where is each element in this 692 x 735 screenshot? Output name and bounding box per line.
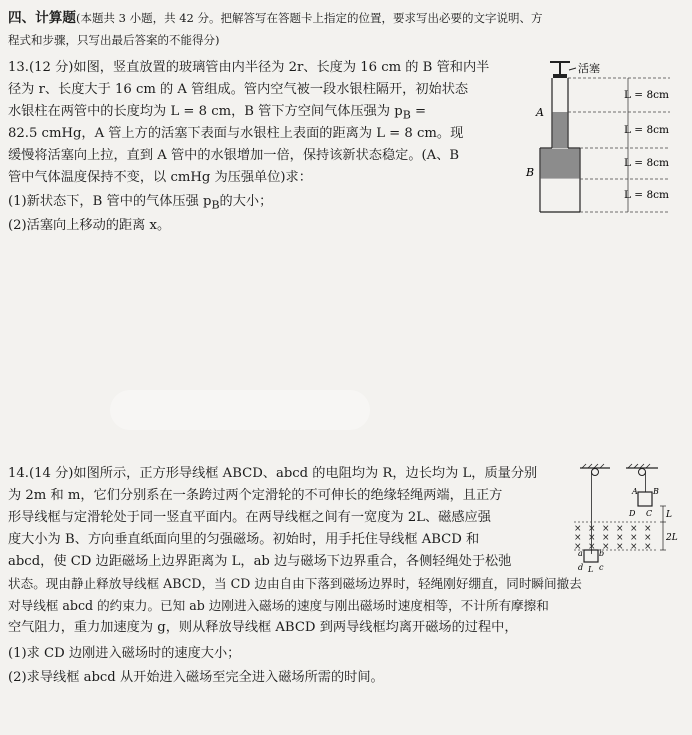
magnetic-field-crosses [574,524,652,552]
section-note: (本题共 3 小题，共 42 分。把解答写在答题卡上指定的位置，要求写出必要的文字说明、方 [75,11,543,25]
svg-text:×: × [588,524,596,534]
q14-line-1: 14.(14 分)如图所示，正方形导线框 ABCD、abcd 的电阻均为 R，边长均为 L，质量分别 [8,466,538,481]
pulley-left-icon [592,469,599,476]
segment-label-3: L = 8cm [624,157,669,169]
label-b-lower: b [599,549,605,558]
q13-sub1-tail: 的大小； [219,194,273,209]
q13-line-2: 径为 r、长度大于 16 cm 的 A 管组成。管内空气被一段水银柱隔开，初始状态 [8,82,469,97]
frame-abcd [638,492,652,506]
q13-sub2: (2)活塞向上移动的距离 x。 [8,218,171,233]
svg-text:×: × [574,542,582,552]
q13-pb-sub: B [402,108,411,122]
piston-pointer [569,68,576,70]
q13-sub1-sub: B [211,198,220,212]
svg-text:×: × [616,533,624,543]
q13-line-3-text: 水银柱在两管中的长度均为 L = 8 cm，B 管下方空间气体压强为 p [8,104,403,119]
svg-text:×: × [574,524,582,534]
svg-text:×: × [630,524,638,534]
svg-text:×: × [616,524,624,534]
q14-line-5: abcd，使 CD 边距磁场上边界距离为 L，ab 边与磁场下边界重合，各侧轻绳处于松弛 [8,554,512,569]
pulley-right-icon [639,469,646,476]
label-l: L [666,510,672,520]
svg-text:×: × [588,533,596,543]
tube-a-label: A [536,106,544,119]
label-l-lower: L [588,565,594,574]
paper-smudge [110,390,370,430]
q14-sub2: (2)求导线框 abcd 从开始进入磁场至完全进入磁场所需的时间。 [8,670,384,685]
label-c-lower: c [599,563,604,572]
tube-b-label: B [526,166,535,179]
q13-line-4: 82.5 cmHg，A 管上方的活塞下表面与水银柱上表面的距离为 L = 8 cm。现 [8,126,464,141]
q14-line-8: 空气阻力，重力加速度为 g，则从释放导线框 ABCD 到两导线框均离开磁场的过程中， [8,620,518,635]
q14-line-3: 形导线框与定滑轮处于同一竖直平面内。在两导线框之间有一宽度为 2L、磁感应强 [8,510,491,525]
mercury-in-a [553,112,568,148]
q13-sub1 [8,192,272,216]
svg-text:×: × [630,533,638,543]
section-header [8,8,543,28]
label-c-upper: C [646,509,653,518]
ceiling-hatch [582,464,650,468]
section-note-cont [8,30,219,50]
svg-text:×: × [644,533,652,543]
label-2l: 2L [666,533,678,543]
svg-text:×: × [602,542,610,552]
q13-line-6: 管中气体温度保持不变，以 cmHg 为压强单位)求： [8,170,312,185]
svg-text:×: × [616,542,624,552]
svg-text:×: × [588,542,596,552]
q13-line-5: 缓慢将活塞向上拉，直到 A 管中的水银增加一倍，保持该新状态稳定。(A、B [8,148,460,163]
svg-text:×: × [602,524,610,534]
piston-label: 活塞 [578,62,600,75]
svg-text:×: × [574,533,582,543]
q13-sub1-text: (1)新状态下，B 管中的气体压强 p [8,194,212,209]
svg-text:×: × [602,533,610,543]
segment-label-2: L = 8cm [624,124,669,136]
q14-line-2: 为 2m 和 m，它们分别系在一条跨过两个定滑轮的不可伸长的绝缘轻绳两端，且正方 [8,488,503,503]
q13-tube-diagram [520,52,688,220]
label-d-lower: d [578,563,584,572]
mercury-in-b [541,149,580,179]
q14-line-6: 状态。现由静止释放导线框 ABCD，当 CD 边由自由下落到磁场边界时，轻绳刚好绷直，同时瞬间撤去 [8,576,582,591]
svg-text:×: × [630,542,638,552]
section-note-line2: 程式和步骤，只写出最后答案的不能得分) [8,33,220,47]
q14-frame-diagram [566,462,686,582]
q14-sub1: (1)求 CD 边刚进入磁场时的速度大小； [8,646,241,661]
label-a-upper: A [632,487,638,496]
q14-line-4: 度大小为 B、方向垂直纸面向里的匀强磁场。初始时，用手托住导线框 ABCD 和 [8,532,480,547]
q13-line-1: 13.(12 分)如图，竖直放置的玻璃管由内半径为 2r、长度为 16 cm 的 B 管和内半 [8,60,490,75]
section-title: 四、计算题 [8,10,76,26]
segment-label-4: L = 8cm [624,189,669,201]
label-d-upper: D [629,509,636,518]
q14-line-7: 对导线框 abcd 的约束力。已知 ab 边刚进入磁场的速度与刚出磁场时速度相等，不计所有摩擦和 [8,598,549,613]
svg-text:×: × [644,542,652,552]
svg-text:×: × [644,524,652,534]
piston-icon [553,74,567,78]
segment-label-1: L = 8cm [624,89,669,101]
q13-eq: = [410,104,427,119]
q13-line-3 [8,102,426,126]
label-b-upper: B [653,487,659,496]
label-a-lower: a [578,549,583,558]
